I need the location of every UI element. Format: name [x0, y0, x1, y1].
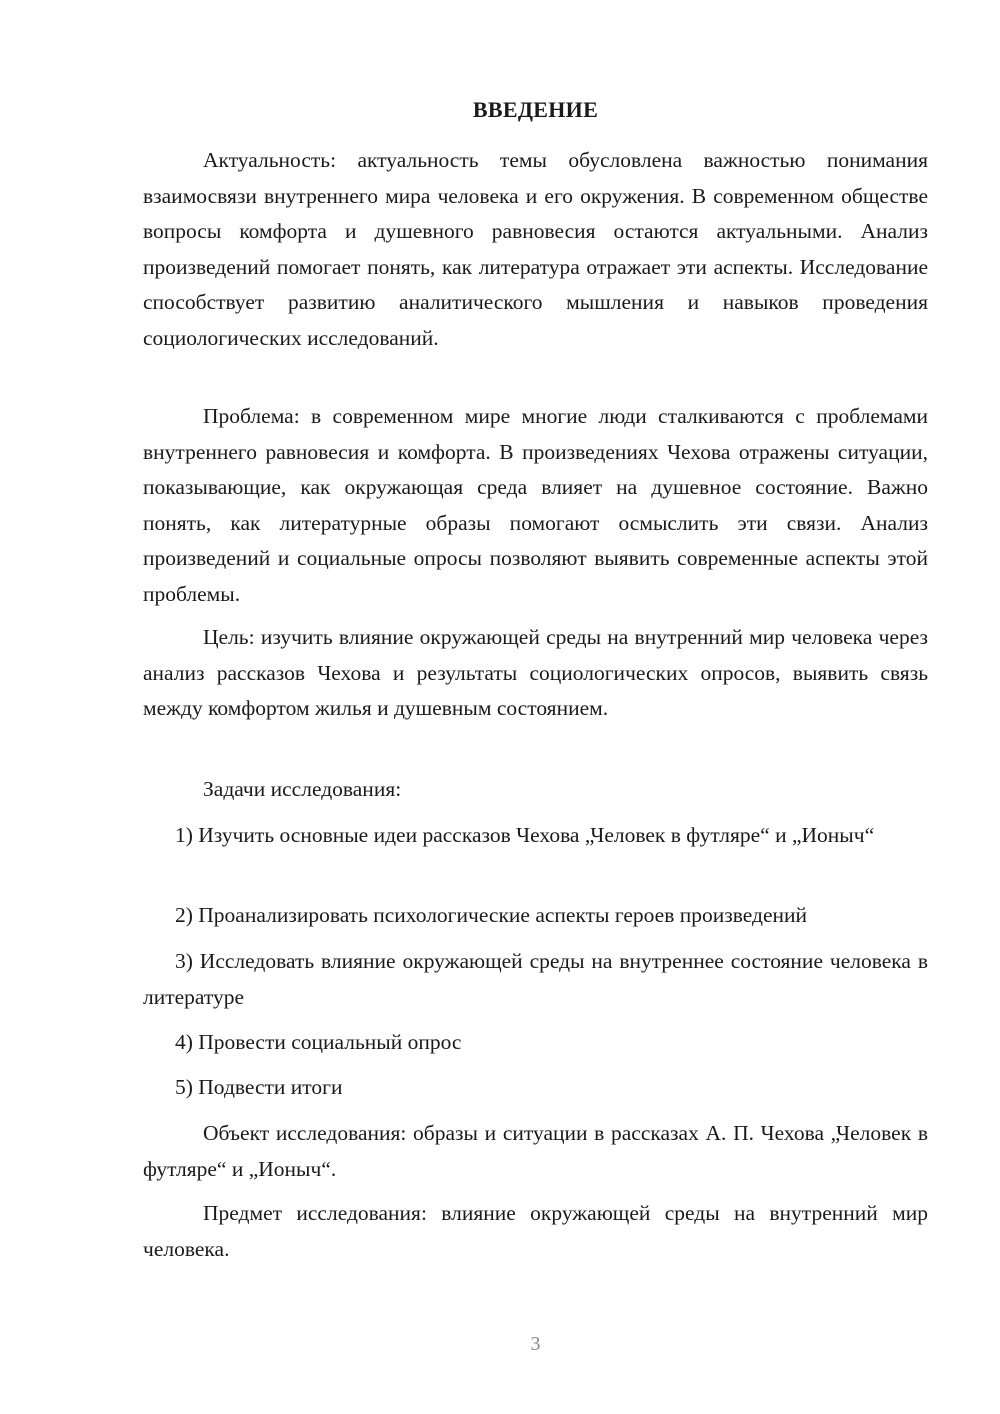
document-page	[143, 0, 928, 1414]
page-title: ВВЕДЕНИЕ	[472, 97, 599, 122]
task-item-3: 3) Исследовать влияние окружающей среды на внутреннее состояние человека в литературе	[143, 949, 928, 1009]
subject-paragraph: Предмет исследования: влияние окружающей среды на внутренний мир человека.	[143, 1201, 928, 1261]
problem-paragraph: Проблема: в современном мире многие люди сталкиваются с проблемами внутреннего равновесия и комфорта. В произведениях Чехова отражены ситуации, показывающие, как окружающая среда влияет на душевное состояние. Важно понять, как литературные образы помогают осмыслить эти связи. Анализ произведений и социальные опросы позволяют выявить современные аспекты этой проблемы.	[143, 404, 928, 606]
task-item-5: 5) Подвести итоги	[175, 1075, 343, 1099]
tasks-heading: Задачи исследования:	[203, 777, 402, 801]
relevance-paragraph: Актуальность: актуальность темы обусловлена важностью понимания взаимосвязи внутреннего мира человека и его окружения. В современном обществе вопросы комфорта и душевного равновесия остаются актуальными. Анализ произведений помогает понять, как литература отражает эти аспекты. Исследование способствует развитию аналитического мышления и навыков проведения социологических исследований.	[143, 148, 928, 350]
object-paragraph: Объект исследования: образы и ситуации в рассказах А. П. Чехова „Человек в футляре“ и „Ионыч“.	[143, 1121, 928, 1181]
goal-paragraph: Цель: изучить влияние окружающей среды на внутренний мир человека через анализ рассказов Чехова и результаты социологических опросов, выявить связь между комфортом жилья и душевным состоянием.	[143, 625, 928, 721]
task-item-2: 2) Проанализировать психологические аспекты героев произведений	[175, 903, 808, 927]
page-number: 3	[530, 1333, 541, 1355]
task-item-4: 4) Провести социальный опрос	[175, 1030, 462, 1054]
task-item-1: 1) Изучить основные идеи рассказов Чехова „Человек в футляре“ и „Ионыч“	[175, 823, 875, 847]
